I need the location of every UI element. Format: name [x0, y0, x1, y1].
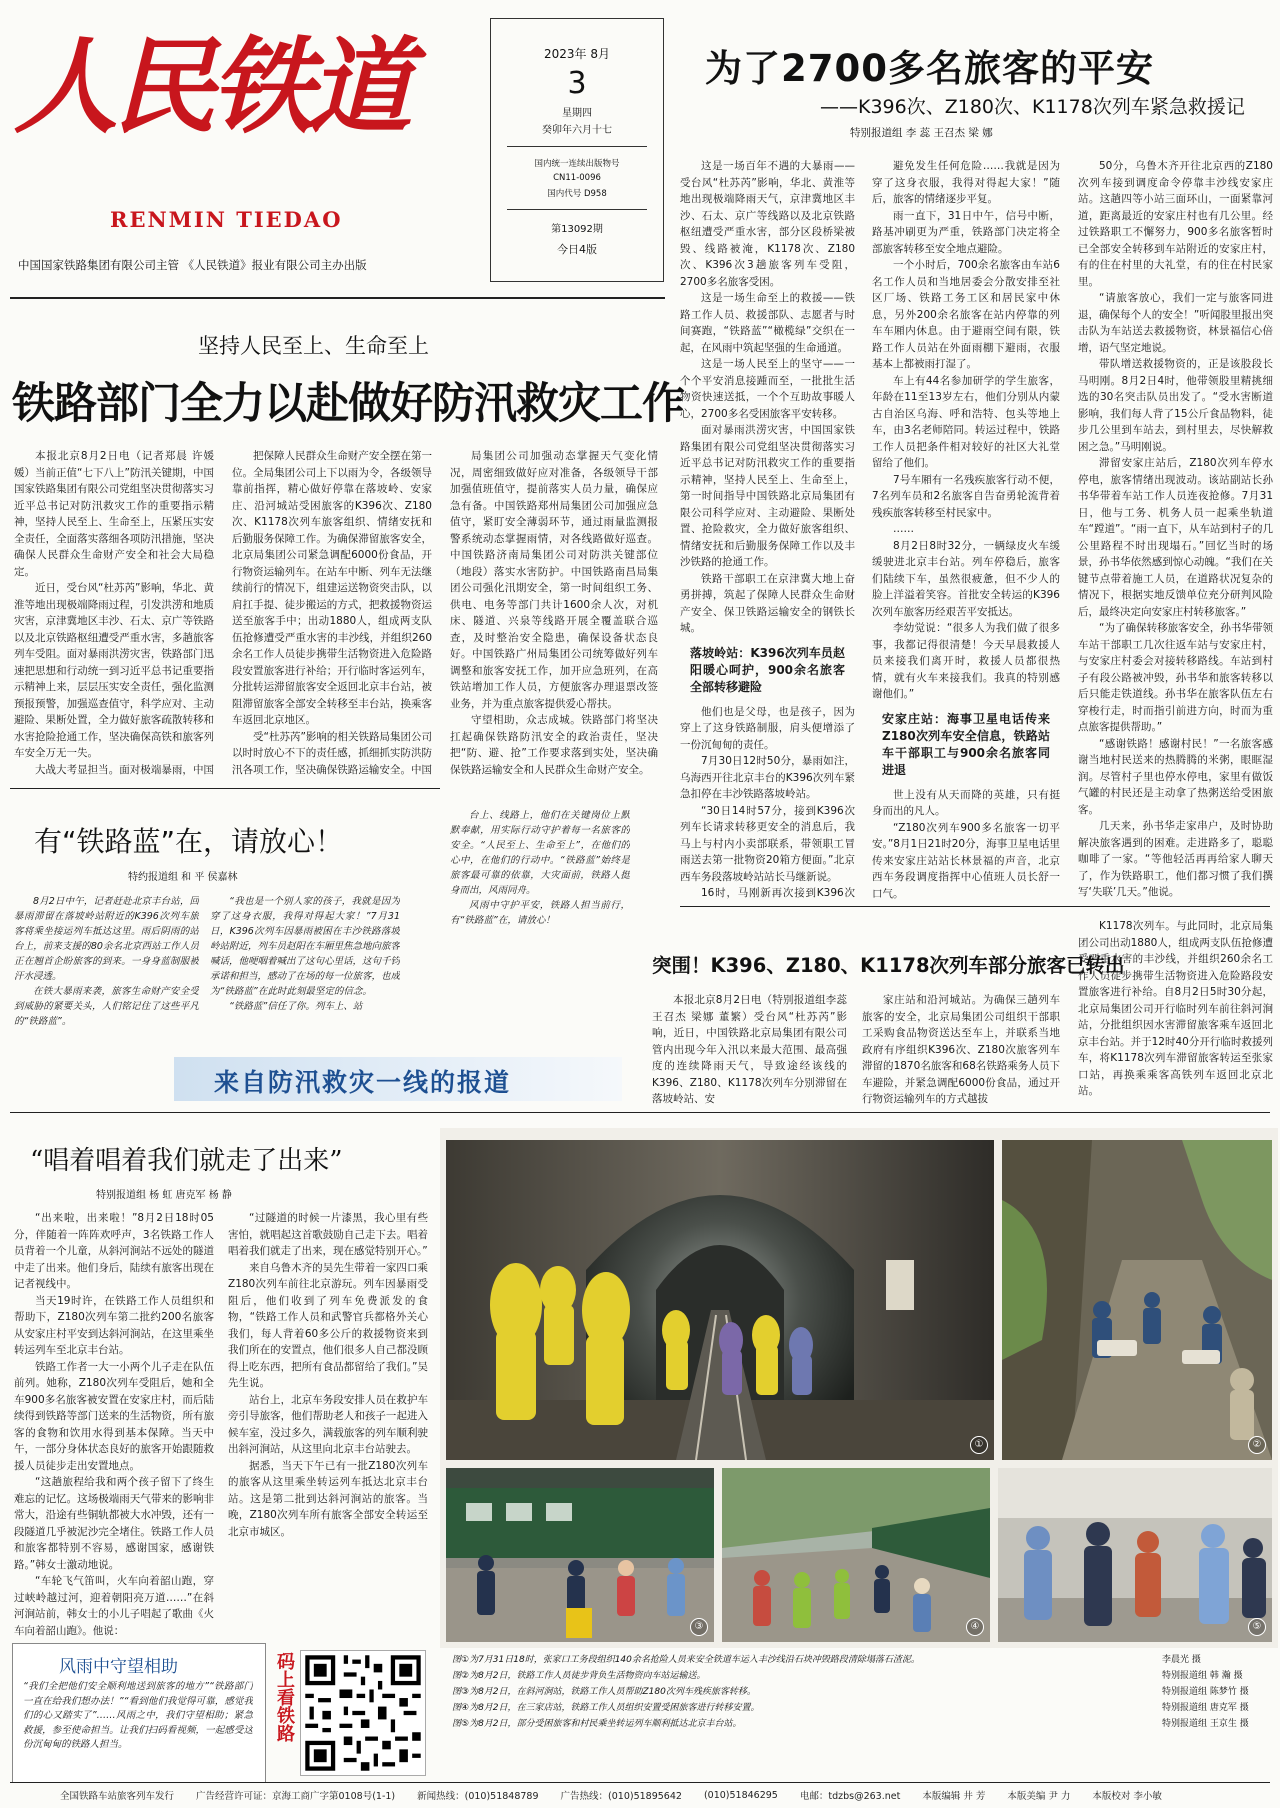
paragraph: 铁路干部职工在京津冀大地上奋勇拼搏，筑起了保障人民群众生命财产安全、保卫铁路运输安全的钢铁长城。	[680, 572, 855, 634]
paragraph: 8月2日8时32分，一辆绿皮火车缓缓驶进北京丰台站。列车停稳后，旅客们陆续下车，虽然很疲惫，但不少人的脸上洋溢着笑容。首批安全转运的K396次列车旅客历经艰苦平安抵达。	[872, 539, 1060, 618]
banner-bottom-rule	[10, 1112, 1270, 1113]
footer-item: 广告热线：(010)51895642	[560, 1791, 682, 1802]
paragraph: 8月2日中午，记者赶赴北京丰台站，回暴雨滞留在落坡岭站附近的K396次列车旅客将乘坐接运列车抵达这里。雨后阴雨的站台上，前来支援的80余名北京西站工作人员正在翘首企盼旅客的到来。一身身蓝制服被汗水浸透。	[14, 896, 199, 982]
issue-cn-code: CN11-0096	[553, 173, 601, 183]
paragraph: “请旅客放心，我们一定与旅客同进退，确保每个人的安全！”听闻股里报出突击队为车站送去救援物资，林景福信心倍增，语气坚定地说。	[1078, 292, 1273, 354]
qr-label: 码上看铁路	[274, 1652, 295, 1742]
photo-number: ①	[970, 1436, 988, 1454]
footer-item: 本版编辑 井 芳	[922, 1791, 986, 1802]
top-story-col2	[872, 158, 1060, 900]
paragraph: 16时，马刚新再次接到K396次	[701, 887, 855, 899]
paragraph: “过隧道的时候一片漆黑，我心里有些害怕，就唱起这首歌鼓励自己走下去。唱着唱着我们就走了出来，现在感觉特别开心。”	[228, 1212, 428, 1257]
issue-postal-code: D958	[583, 189, 607, 199]
mutual-text: “我们全把他们安全顺利地送到旅客的地方”“铁路部门一直在给我们想办法！”“看到他们我觉得可靠，感觉我们的心又踏实了”……风雨之中，我们守望相助；紧急救援，参至使命担当。让我们扫码看视频，一起感受这份沉甸甸的铁路人担当。	[23, 1681, 253, 1750]
top-story-col3	[1078, 158, 1273, 900]
paragraph: 他们也是父母，也是孩子，因为穿上了这身铁路制服，肩头便增添了一份沉甸甸的责任。	[680, 705, 855, 751]
caption-credit: 特别报道组 唐克军 摄	[1162, 1703, 1249, 1713]
paragraph: 面对暴雨洪涝灾害，中国国家铁路集团有限公司党组坚决贯彻落实习近平总书记对防汛救灾工作的重要指示精神，坚持人民至上、生命至上，第一时间指导中国铁路北京局集团有限公司科学应对、主动避险、果断处置、抢险救灾，全力做好旅客组织、情绪安抚和后勤服务保障工作以及丰沙铁路的抢通工作。	[680, 424, 855, 568]
photo-4-station-transfer	[722, 1468, 990, 1642]
caption-row	[452, 1652, 1272, 1668]
paragraph: 50分，乌鲁木齐开往北京西的Z180次列车接到调度命令停靠丰沙线安家庄站。这趟四等小站三面环山，一面紧靠河道，距离最近的安家庄村也有几公里。经过铁路职工不懈努力，900多名旅客暂时已全部安全转移到车站附近的安家庄村，有的住在村里的大礼堂，有的住在村民家里。	[1078, 160, 1273, 288]
paragraph: 近日，受台风“杜苏芮”影响，华北、黄淮等地出现极端降雨过程，引发洪涝和地质灾害，京津冀地区丰沙、石太、京广等铁路以及北京铁路枢纽遭受严重水害，多趟旅客列车受阻。面对暴雨洪涝灾害，铁路部门迅速把思想和行动统一到习近平总书记重要指示精神上来，层层压实安全责任，强化监测预报预警，加强巡查值守，科学应对、主动避险、果断处置，全力做好旅客疏散转移和水害抢险抢通工作，坚决确保高铁和旅客列车安全万无一失。	[14, 582, 214, 759]
masthead-rule	[10, 297, 665, 299]
paragraph: “出来啦，出来啦！”8月2日18时05分，伴随着一阵阵欢呼声，3名铁路工作人员背着一个儿童，从斜河涧站不远处的隧道中走了出来。他们身后，陆续有旅客出现在记者视线中。	[14, 1212, 214, 1290]
blue-title: 有“铁路蓝”在，请放心！	[34, 825, 344, 858]
breakout-top-rule	[680, 906, 1270, 907]
lead-kicker: 坚持人民至上、生命至上	[198, 334, 429, 358]
breakout-title: 突围！K396、Z180、K1178次列车部分旅客已转出	[652, 954, 1125, 977]
footer-item: 本版校对 李小敏	[1092, 1791, 1162, 1802]
photo-number: ⑤	[1248, 1618, 1266, 1636]
sing-col2	[228, 1210, 428, 1650]
top-story-subhead-2: 安家庄站：海事卫星电话传来Z180次列车安全信息，铁路站车干部职工与900余名旅客同进退	[882, 711, 1050, 777]
paragraph: 带队增送救援物资的，正是该股段长马明刚。8月2日4时，他带领股里精挑细选的30名突击队员出发了。“受水害断道影响，我们每人背了15公斤食品物料，徒步几公里到车站去，到村里去，尽快解救困之急。”马明刚说。	[1078, 358, 1273, 453]
paragraph: 在铁大暴雨来袭，旅客生命财产安全受到威胁的紧要关头，人们铭记住了这些平凡的“铁路蓝”。	[14, 986, 199, 1027]
caption-row	[452, 1716, 1272, 1732]
qr-code[interactable]	[300, 1650, 426, 1776]
paragraph: 7号车厢有一名残疾旅客行动不便，7名列车员和2名旅客自告奋勇轮流背着残疾旅客转移至村民家中。	[872, 473, 1060, 519]
blue-col1	[14, 894, 199, 1044]
issue-date-line: 2023年 8月	[544, 47, 610, 61]
issue-cn-label: 国内统一连续出版物号	[534, 159, 620, 169]
paragraph: 当天19时许，在铁路工作人员组织和帮助下，Z180次列车第二批约200名旅客从安家庄村平安到达斜河涧站，在这里乘坐转运列车至北京丰台站。	[14, 1294, 214, 1356]
mutual-title: 风雨中守望相助	[59, 1657, 178, 1677]
paragraph: 避免发生任何危险……我就是因为穿了这身衣服，我得对得起大家！”随后，旅客的情绪逐步平复。	[872, 160, 1060, 205]
paragraph: ……	[893, 523, 914, 535]
caption-text: 图⑤为8月2日，部分受困旅客和村民乘坐转运列车顺利抵达北京丰台站。	[452, 1719, 742, 1729]
footer-item: 广告经营许可证：京海工商广字第0108号(1-1)	[196, 1791, 396, 1802]
footer-item: 全国铁路车站旅客列车发行	[60, 1791, 175, 1802]
caption-text: 图①为7月31日18时，张家口工务段组织140余名抢险人员来安全铁道车运入丰沙线沿石块冲毁路段清除塌落石渣泥。	[452, 1655, 920, 1665]
photo-captions	[452, 1652, 1272, 1780]
top-story-title: 为了2700多名旅客的平安	[705, 47, 1154, 90]
issue-weekday: 星期四	[562, 108, 592, 119]
blue-byline: 特约报道组 和 平 侯嘉林	[128, 872, 238, 883]
caption-text: 图②为8月2日，铁路工作人员徒步背负生活物资向车站运输送。	[452, 1671, 706, 1681]
breakout-col1	[652, 992, 847, 1120]
paragraph: “这趟旅程给我和两个孩子留下了终生难忘的记忆。这场极端雨天气带来的影响非常大，沿途有些铜轨都被大水冲毁，还有一段隧道几乎被泥沙完全堵住。铁路工作人员和旅客都特别不容易，感谢国家，感谢铁路。”韩女士激动地说。	[14, 1476, 214, 1571]
paragraph: “感谢铁路！感谢村民！”一名旅客感谢当地村民送来的热腾腾的米粥，眼眶湿润。尽管村子里也停水停电，家里有做饭气罐的村民还是主动拿了热粥送给受困旅客。	[1078, 737, 1273, 816]
blue-col3	[450, 808, 630, 1043]
paragraph: 局集团公司加强动态掌握天气变化情况，周密细致做好应对准备，各级领导干部加强值班值守，提前落实人员力量，确保应急有备。中国铁路郑州局集团公司加强应急值守，紧盯安全薄弱环节，通过雨量监测报警系统动态掌握雨情，对各线路做好巡查。中国铁路济南局集团公司对防洪关键部位（地段）落实水害防护。中国铁路南昌局集团公司强化汛期安全，第一时间组织工务、供电、电务等部门共计1600余人次，对机床、隧道、兴泉等线路开展全覆盖联合巡查，及时整治安全隐患，确保设备状态良好。中国铁路广州局集团公司统筹做好列车调整和旅客安抚工作，加开应急班列，在高铁站增加工作人员，方便旅客办理退票改签业务，并为重点旅客提供爱心帮扶。	[450, 450, 658, 710]
issue-pages: 今日4版	[557, 243, 597, 256]
paragraph: “铁路蓝”信任了你。列车上、站	[229, 1001, 363, 1012]
photo-number: ②	[1248, 1436, 1266, 1454]
paragraph: 风雨中守护平安，铁路人担当前行，有“铁路蓝”在，请放心！	[450, 900, 630, 926]
caption-text: 图④为8月2日，在三家店站，铁路工作人员组织安置受困旅客进行转移安置。	[452, 1703, 760, 1713]
paragraph: 7月30日12时50分，暴雨如注，乌海西开往北京丰台的K396次列车紧急扣停在丰沙铁路落坡岭站。	[680, 755, 855, 800]
paragraph: 滞留安家庄站后，Z180次列车停水停电，旅客情绪出现波动。该站副站长孙书华带着车站工作人员连夜抢修。7月31日，他与工务、机务人员一起乘坐轨道车“蹚道”。“雨一直下，从车站到村子的几公里路程不时出现塌石。”回忆当时的场景，孙书华依然感到惊心动魄。“我们在关键节点带着施工人员，在道路状况复杂的情况下，根据实地反馈单位充分研判风险后，最终决定向安家庄村转移旅客。”	[1078, 457, 1273, 618]
qr-code-icon	[301, 1651, 425, 1775]
paragraph: 雨一直下，31日中午，信号中断，路基冲刷更为严重，铁路部门决定将全部旅客转移至安全地点避险。	[872, 209, 1060, 255]
sing-byline: 特别报道组 杨 虹 唐克军 杨 静	[96, 1190, 232, 1201]
paragraph: “30日14时57分，接到K396次列车长请求转移更安全的消息后，我马上与村内小卖部联系，带领职工冒雨送去第一批物资20箱方便面。”北京西车务段落坡岭站站长马继新说。	[680, 804, 855, 883]
breakout-col3	[1078, 918, 1273, 1120]
photo-number: ④	[966, 1618, 984, 1636]
paragraph: 世上没有从天而降的英雄，只有挺身而出的凡人。	[872, 788, 1060, 817]
footer-item: 本版美编 尹 力	[1007, 1791, 1071, 1802]
paragraph: 几天来，孙书华走家串户，及时协助解决旅客遇到的困难。走进路多了，聪聪咖啡了一家。“等他轻活再再给家人聊天了，作为铁路职工，他们都习惯了我们撰写‘失联’几天。”他说。	[1078, 820, 1273, 898]
lead-col2	[232, 448, 432, 778]
paragraph: 把保障人民群众生命财产安全摆在第一位。全局集团公司上下以雨为令，各级领导靠前指挥，精心做好停靠在落坡岭、安家庄、沿河城站受困旅客的K396次、Z180次、K1178次列车旅客组织、情绪安抚和后勤服务保障工作。为确保滞留旅客安全，北京局集团公司紧急调配6000份食品，开行物资运输列车。在站车中断、列车无法继续前行的情况下，组建运送物资突击队，以肩扛手提、徒步搬运的方式，把救援物资运送至旅客手中；出动1880人，组成两支队伍抢修遭受严重水害的丰沙线，并组织260余名工作人员徒步携带生活物资进入危险路段安置旅客进行补给；开行临时客运列车，分批转运滞留旅客安全返回北京丰台站，被阻滞留旅客全部安全转移至丰台站，换乘客车返回北京地区。	[232, 450, 432, 726]
paragraph: 来自乌鲁木齐的吴先生带着一家四口乘Z180次列车前往北京游玩。列车因暴雨受阻后，他们收到了列车免费派发的食物，“铁路工作人员和武警官兵都格外关心我们，每人背着60多公斤的救援物资来到我们所在的安置点，他们很多人自己都没顾得上吃东西，把所有食品都留给了我们。”吴先生说。	[228, 1261, 428, 1389]
footer-item: 新闻热线：(010)51848789	[417, 1791, 539, 1802]
issue-postal-label: 国内代号	[547, 189, 582, 199]
paragraph: 据悉，当天下午已有一批Z180次列车的旅客从这里乘坐转运列车抵达北京丰台站。这是第二批到达斜河涧站的旅客。当晚，Z180次列车所有旅客全部安全转运至北京市城区。	[228, 1459, 428, 1538]
top-story-byline: 特别报道组 李 蕊 王召杰 梁 娜	[850, 127, 993, 139]
mutual-box	[12, 1643, 266, 1783]
photo-2-hill-walk	[1002, 1140, 1272, 1460]
caption-row	[452, 1684, 1272, 1700]
lead-col3	[450, 448, 658, 778]
paragraph: 一个小时后，700余名旅客由车站6名工作人员和当地居委会分散安排至社区厂场、铁路工务工区和居民家中休息，另外200余名旅客在站内停靠的列车车厢内休息。由于避雨空间有限，铁路工作人员站在外面雨棚下避雨，衣服基本上都被雨打湿了。	[872, 259, 1060, 370]
paragraph: 大战大考显担当。面对极端暴雨，中国	[35, 763, 214, 776]
paragraph: “车轮飞气笛叫，火车向着韶山跑，穿过峡岭越过河，迎着朝阳亮万道……”在斜河涧站前，韩女士的小儿子唱起了歌曲《火车向着韶山跑》。他说：	[14, 1575, 214, 1637]
paragraph: 受“杜苏芮”影响的相关铁路局集团公司以时时放心不下的责任感，抓细抓实防洪防汛各项工作，坚决确保铁路运输安全。中国	[232, 730, 432, 776]
footer	[0, 1782, 1280, 1808]
footer-item: (010)51846295	[703, 1789, 778, 1801]
masthead-title: 人民铁道	[14, 25, 407, 148]
photo-5-staff-help	[998, 1468, 1272, 1642]
paragraph: 李幼觉说：“很多人为我们做了很多事，我都记得很清楚！今天早晨救援人员来接我们离开时，救援人员都很热情，就有火车来接我们。我真的特别感谢他们。”	[872, 622, 1060, 700]
caption-row	[452, 1700, 1272, 1716]
sing-title: “唱着唱着我们就走了出来”	[30, 1146, 343, 1176]
issue-day: 3	[567, 66, 587, 101]
lead-title: 铁路部门全力以赴做好防汛救灾工作	[12, 379, 684, 429]
paragraph: 本报北京8月2日电（记者郑晨 许媛媛）当前正值“七下八上”防汛关键期，中国国家铁路集团有限公司党组坚决贯彻落实习近平总书记对防汛救灾工作的重要指示精神，坚持人民至上、生命至上，压紧压实安全责任，全面落实落细各项防汛措施，坚决确保人民群众生命财产安全和社会大局稳定。	[14, 450, 214, 578]
paragraph: 铁路工作者一大一小两个儿子走在队伍前列。她称，Z180次列车受阻后，她和全车900多名旅客被安置在安家庄村，而后陆续得到铁路等部门送来的生活物资，所有旅客的食物和饮用水得到基本保障。当天中午，一部分身体状态良好的旅客开始跟随救援人员徒步走出安置地点。	[14, 1360, 214, 1472]
paragraph: “为了确保转移旅客安全，孙书华带领车站干部职工几次往返车站与安家庄村，与安家庄村委会对接转移路线。车站到村子有段公路被冲毁，孙书华和旅客转移以后只能走铁道线。孙书华在旅客队伍左右穿梭行走，时而指引前进方向，时而为重点旅客提供帮助。”	[1078, 622, 1273, 733]
paragraph: 台上、线路上，他们在关键岗位上默默奉献，用实际行动守护着每一名旅客的安全。“人民至上、生命至上”，在他们的心中，在他们的行动中。“铁路蓝”始终是旅客最可靠的依靠，大灾面前，铁路人挺身而出，风雨同舟。	[450, 810, 630, 896]
photo-number: ③	[690, 1618, 708, 1636]
paragraph: 本报北京8月2日电（特别报道组李蕊 王召杰 梁娜 董繁）受台风“杜苏芮”影响，近日，中国铁路北京局集团有限公司管内出现今年入汛以来最大范围、最高强度的连续降雨天气，导致途经该线的K396、Z180、K1178次列车分别滞留在落坡岭站、安	[652, 994, 847, 1105]
photo-3-platform-transfer	[446, 1468, 714, 1642]
footer-item: 电邮：tdzbs@263.net	[799, 1791, 901, 1802]
top-story-subtitle: ——K396次、Z180次、K1178次列车紧急救援记	[820, 96, 1245, 118]
masthead-pinyin: RENMIN TIEDAO	[110, 207, 343, 232]
section-banner-text: 来自防汛救灾一线的报道	[214, 1068, 512, 1097]
paragraph: 守望相助，众志成城。铁路部门将坚决扛起确保铁路防汛安全的政治责任，坚决把“防、避、抢”工作要求落到实处，坚决确保铁路运输安全和人民群众生命财产安全。	[450, 714, 658, 776]
photo-1-tunnel-rescue	[446, 1140, 994, 1460]
caption-credit: 特别报道组 陈梦竹 摄	[1162, 1687, 1249, 1697]
paragraph: “我也是一个别人家的孩子，我就是因为穿了这身衣服，我得对得起大家！”7月31日，K396次列车因暴雨被困在丰沙铁路落坡岭站附近，列车员赵阳在车厢里焦急地向旅客喊话，他哽咽着喊出了这句心里话，这句千钧承诺和担当，感动了在场的每一位旅客，也成为“铁路蓝”在此时此刻最坚定的信念。	[210, 896, 400, 997]
caption-credit: 李晨光 摄	[1162, 1655, 1201, 1665]
paragraph: K1178次列车。与此同时，北京局集团公司出动1880人，组成两支队伍抢修遭受严重水害的丰沙线，并组织260余名工作人员徒步携带生活物资进入危险路段安置旅客进行补给。自8月2日5时30分起，北京局集团公司开行临时列车前往斜河涧站，分批组织因水害滞留旅客乘车返回北京丰台站。并于12时40分开行临时救援列车，将K1178次列车滞留旅客转运至张家口站，再换乘乘客高铁列车返回北京北站。	[1078, 920, 1273, 1097]
issue-box	[490, 18, 664, 282]
caption-credit: 特别报道组 王京生 摄	[1162, 1719, 1249, 1729]
paragraph: 这是一场生命至上的救援——铁路工作人员、救援部队、志愿者与时间赛跑，“铁路蓝”“橄榄绿”交织在一起，在风雨中筑起坚强的生命通道。	[680, 292, 855, 354]
issue-lunar: 癸卯年六月十七	[542, 125, 612, 136]
blue-col2	[210, 894, 400, 1044]
top-story-subhead-1: 落坡岭站：K396次列车员赵阳暖心呵护，900余名旅客全部转移避险	[690, 645, 845, 694]
sing-col1	[14, 1210, 214, 1650]
section-banner	[174, 1057, 622, 1101]
paragraph: 站台上，北京车务段安排人员在救护车旁引导旅客，他们帮助老人和孩子一起进入候车室，没过多久，满载旅客的列车顺利驶出斜河涧站，从这里向北京丰台站驶去。	[228, 1393, 428, 1455]
caption-credit: 特别报道组 韩 瀚 摄	[1162, 1671, 1243, 1681]
lead-bottom-rule	[10, 788, 440, 789]
issue-number: 第13092期	[551, 224, 603, 235]
top-story-col1	[680, 158, 855, 900]
paragraph: “Z180次列车900多名旅客一切平安。”8月1日21时20分，海事卫星电话里传来安家庄站站长林景福的声音，北京西车务段调度指挥中心值班人员长舒一口气。	[872, 821, 1060, 900]
masthead-sponsor: 中国国家铁路集团有限公司主管 《人民铁道》报业有限公司主办出版	[18, 258, 367, 272]
caption-text: 图③为8月2日，在斜河涧站，铁路工作人员帮助Z180次列车残疾旅客转移。	[452, 1687, 756, 1697]
caption-row	[452, 1668, 1272, 1684]
lead-col1	[14, 448, 214, 778]
paragraph: 车上有44名参加研学的学生旅客，年龄在11至13岁左右，他们分别从内蒙古自治区乌海、呼和浩特、包头等地上车，由3名老师陪同。转运过程中，铁路工作人员把条件相对较好的社区大礼堂留给了他们。	[872, 374, 1060, 469]
paragraph: 家庄站和沿河城站。为确保三趟列车旅客的安全，北京局集团公司组织干部职工采购食品物资送达至车上，并联系当地政府有序组织K396次、Z180次旅客列车滞留的1870名旅客和68名铁路乘务人员下车避险，并紧急调配6000份食品，通过开行物资运输列车的方式越拔	[862, 994, 1060, 1105]
paragraph: 这是一场百年不遇的大暴雨——受台风“杜苏芮”影响，华北、黄淮等地出现极端降雨天气，京津冀地区丰沙、石太、京广等线路以及北京铁路枢纽遭受严重水害，部分区段桥梁被毁、线路被淹，K1178次、Z180次、K396次3趟旅客列车受阻，2700多名旅客受困。	[680, 160, 855, 288]
breakout-col2	[862, 992, 1060, 1120]
paragraph: 这是一场人民至上的坚守——一个个平安消息接踵而至，一批批生活物资快速送抵，一个个互助故事暖人心，2700多名受困旅客平安转移。	[680, 358, 855, 420]
